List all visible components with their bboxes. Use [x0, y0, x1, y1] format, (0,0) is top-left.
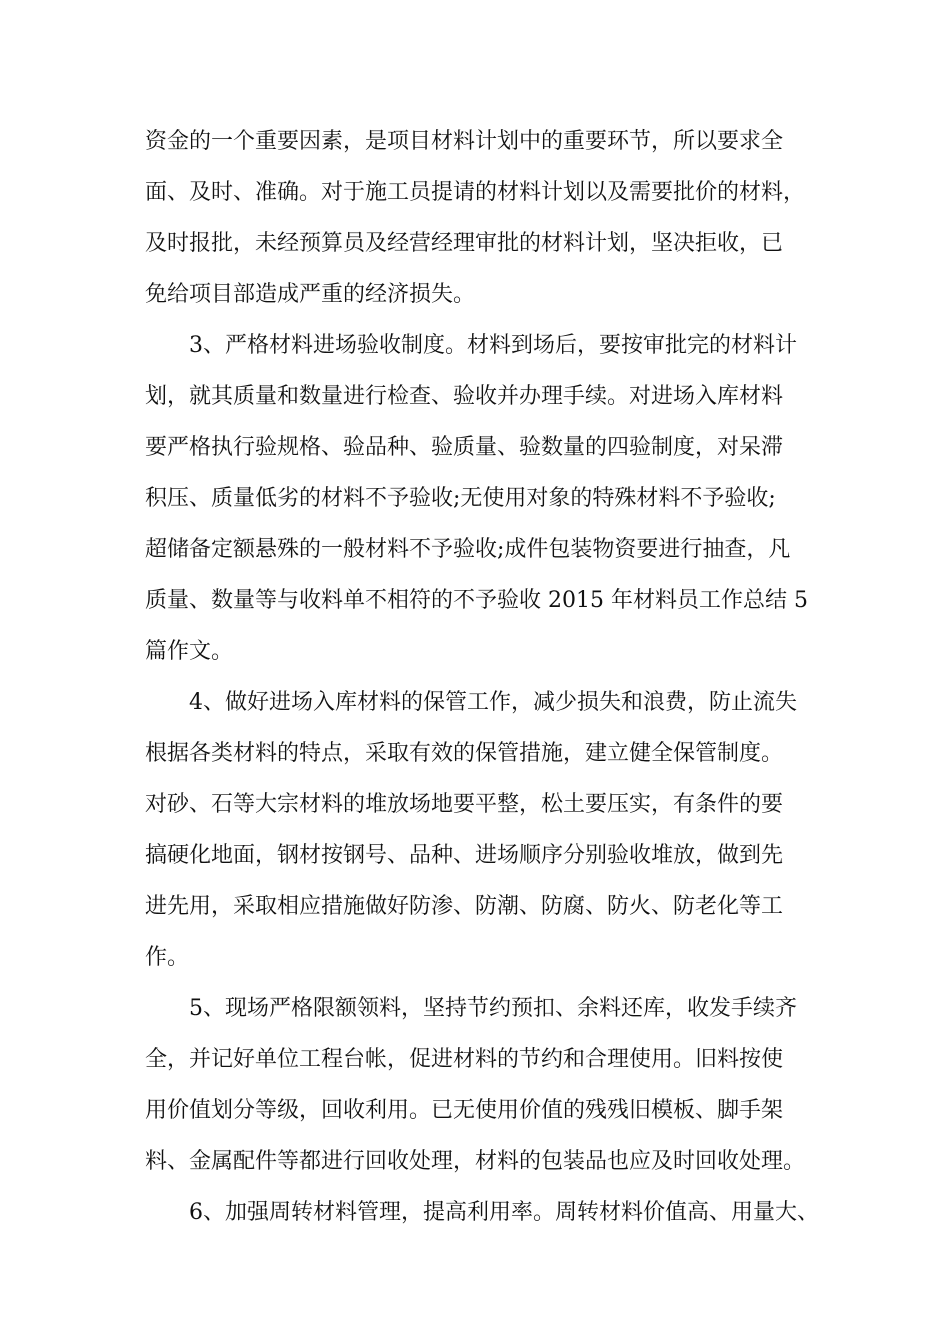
paragraph-line: 进先用，采取相应措施做好防渗、防潮、防腐、防火、防老化等工	[145, 894, 784, 919]
paragraph-line: 搞硬化地面，钢材按钢号、品种、进场顺序分别验收堆放，做到先	[145, 843, 784, 868]
paragraph-line: 免给项目部造成严重的经济损失。	[145, 282, 476, 307]
paragraph-line: 5、现场严格限额领料，坚持节约预扣、余料还库，收发手续齐	[189, 996, 797, 1021]
paragraph-line: 划，就其质量和数量进行检查、验收并办理手续。对进场入库材料	[145, 384, 784, 409]
paragraph-line: 3、严格材料进场验收制度。材料到场后，要按审批完的材料计	[189, 333, 797, 358]
paragraph-line: 积压、质量低劣的材料不予验收;无使用对象的特殊材料不予验收;	[145, 486, 776, 511]
paragraph-line: 资金的一个重要因素，是项目材料计划中的重要环节，所以要求全	[145, 129, 784, 154]
paragraph-line: 6、加强周转材料管理，提高利用率。周转材料价值高、用量大、	[189, 1200, 819, 1225]
paragraph-line: 质量、数量等与收料单不相符的不予验收 2015 年材料员工作总结 5	[145, 588, 808, 613]
paragraph-line: 根据各类材料的特点，采取有效的保管措施，建立健全保管制度。	[145, 741, 784, 766]
paragraph-line: 面、及时、准确。对于施工员提请的材料计划以及需要批价的材料，	[145, 180, 806, 205]
paragraph-line: 对砂、石等大宗材料的堆放场地要平整，松土要压实，有条件的要	[145, 792, 784, 817]
document-body	[145, 116, 825, 1238]
paragraph-line: 要严格执行验规格、验品种、验质量、验数量的四验制度，对呆滞	[145, 435, 784, 460]
paragraph-line: 超储备定额悬殊的一般材料不予验收;成件包装物资要进行抽查，凡	[145, 537, 791, 562]
paragraph-line: 及时报批，未经预算员及经营经理审批的材料计划，坚决拒收，已	[145, 231, 784, 256]
paragraph-line: 料、金属配件等都进行回收处理，材料的包装品也应及时回收处理。	[145, 1149, 806, 1174]
paragraph-line: 篇作文。	[145, 639, 234, 664]
paragraph-line: 4、做好进场入库材料的保管工作，减少损失和浪费，防止流失	[189, 690, 797, 715]
paragraph-line: 用价值划分等级，回收利用。已无使用价值的残残旧模板、脚手架	[145, 1098, 784, 1123]
paragraph-line: 全，并记好单位工程台帐，促进材料的节约和合理使用。旧料按使	[145, 1047, 784, 1072]
paragraph-line: 作。	[145, 945, 190, 970]
